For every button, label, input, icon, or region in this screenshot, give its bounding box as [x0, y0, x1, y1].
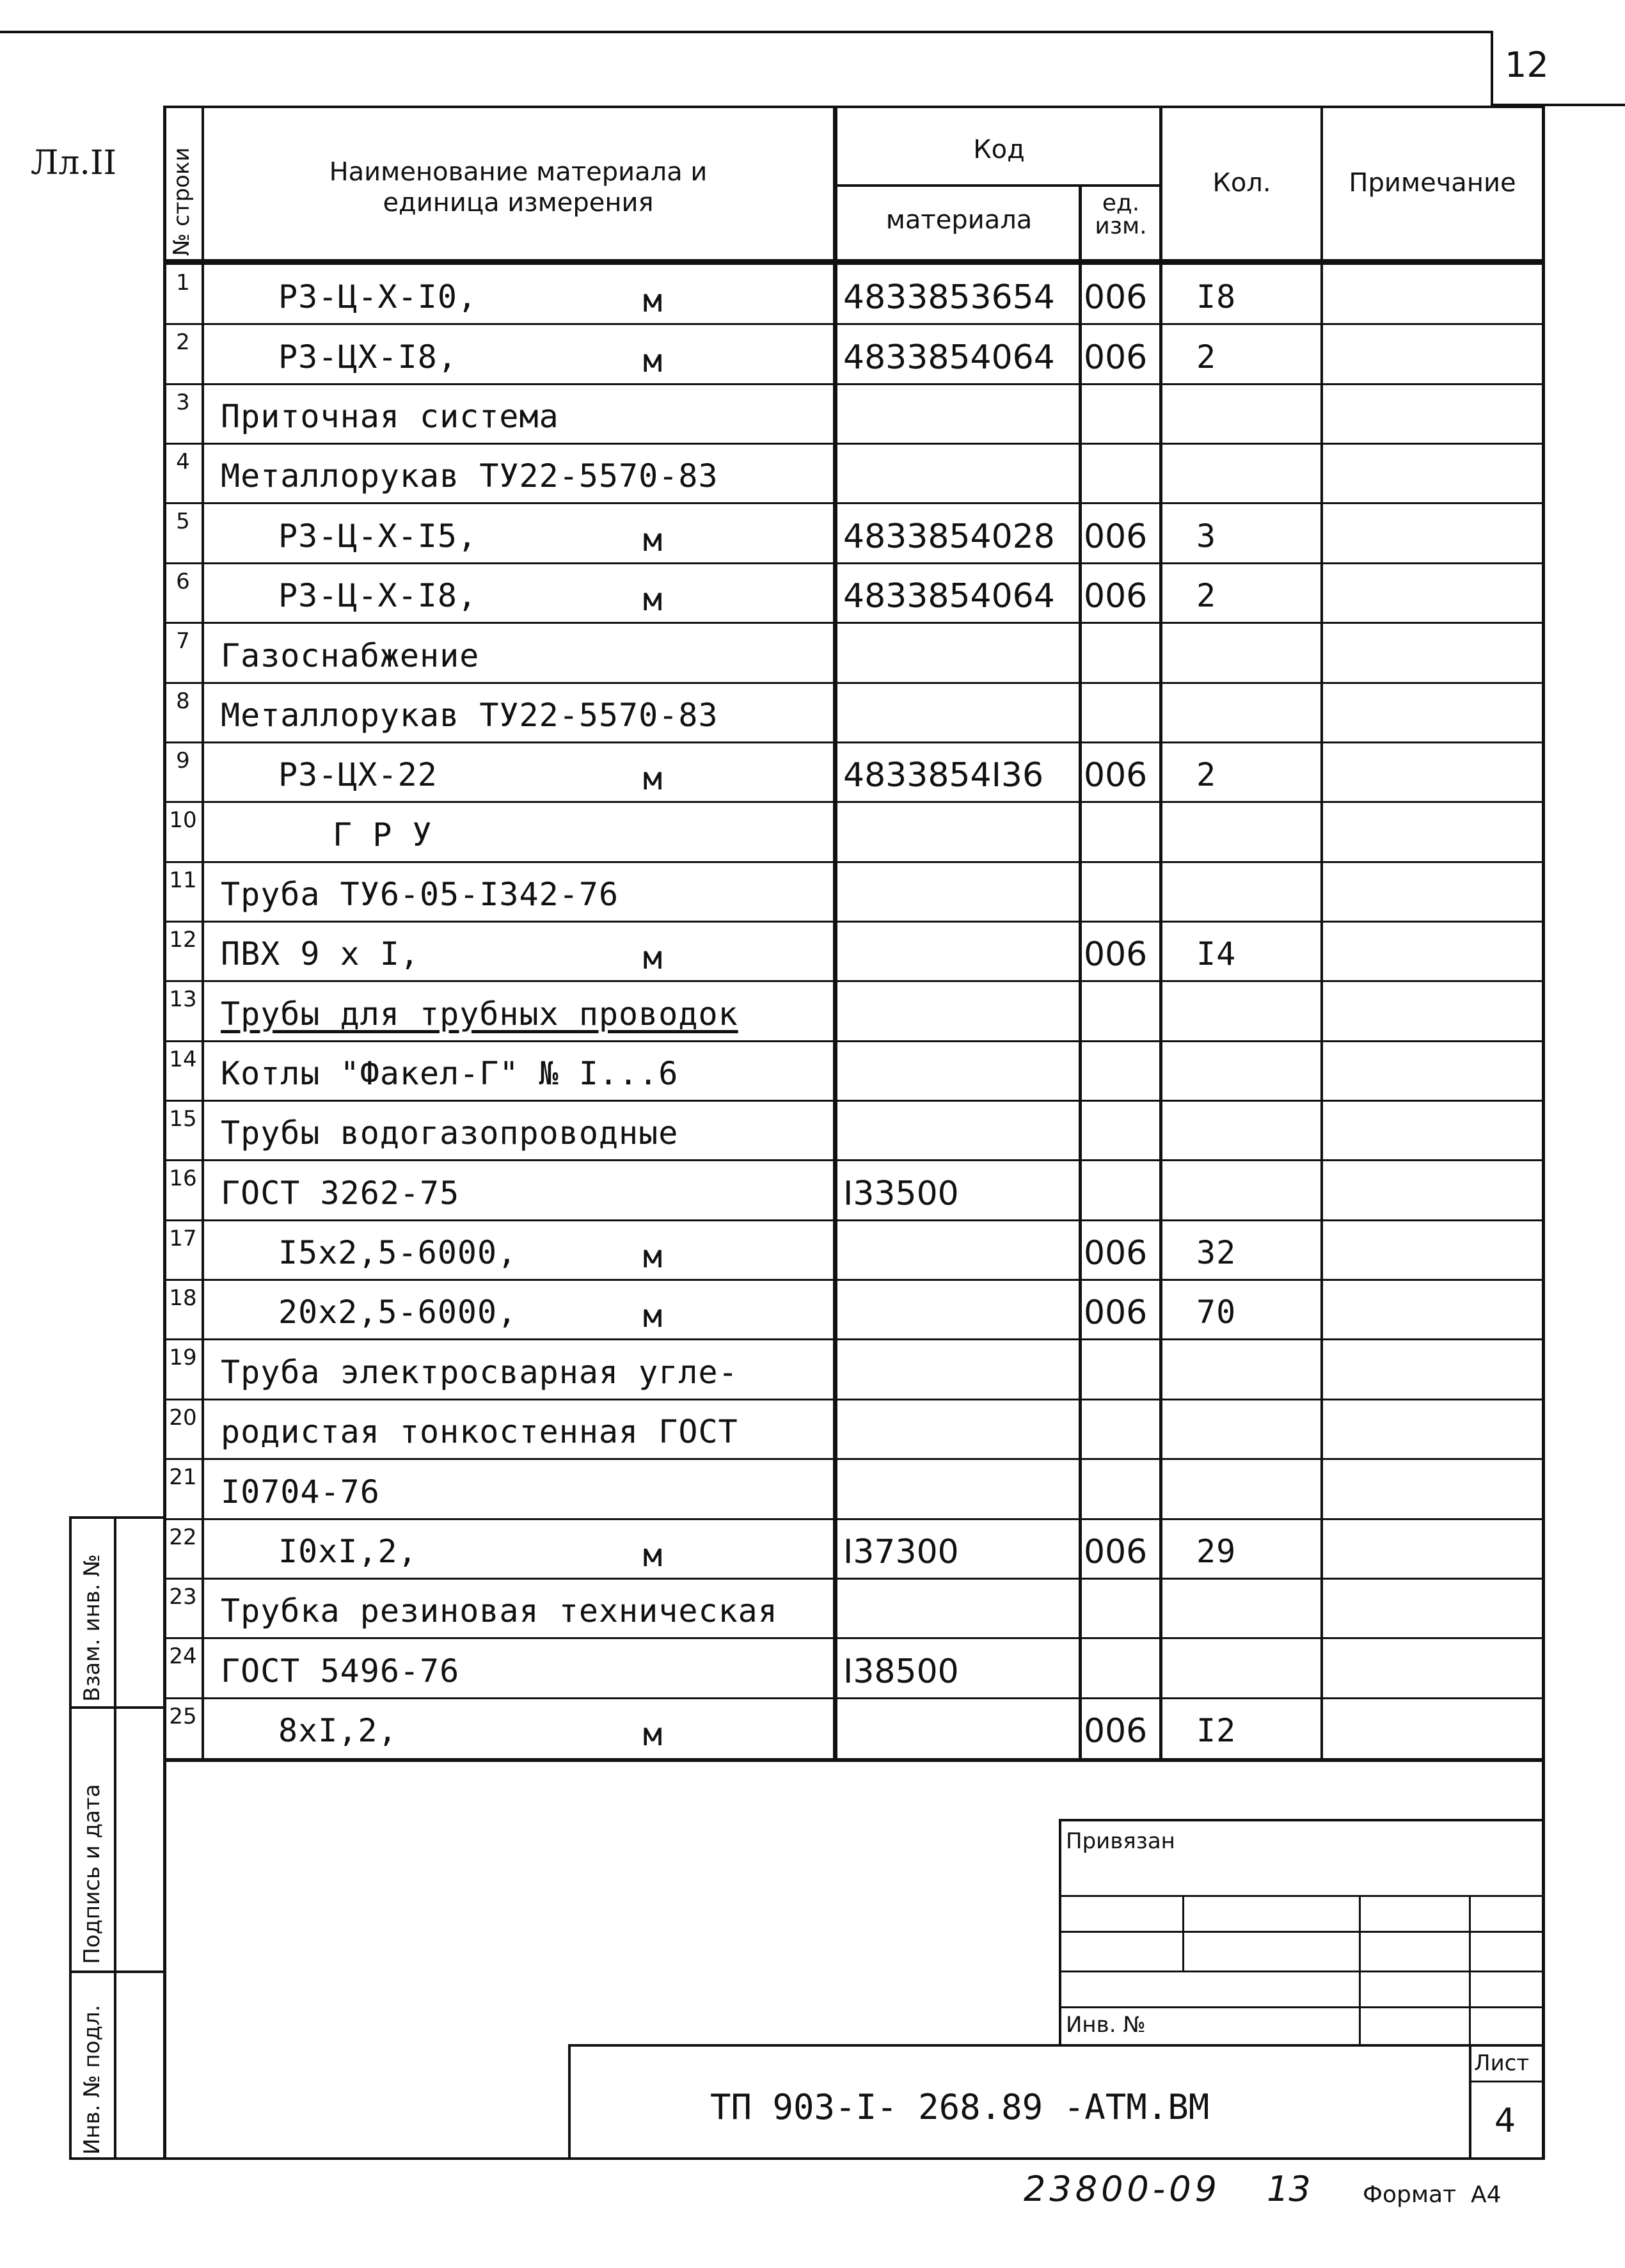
col-line-qty [1320, 106, 1323, 1759]
material-name: I5х2,5-6000, [278, 1234, 518, 1272]
row-number: 8 [176, 688, 190, 714]
list-label: Лист [1474, 2050, 1530, 2076]
unit-of-measure: м [643, 581, 663, 619]
row-divider [163, 1100, 1545, 1102]
row-divider [163, 443, 1545, 445]
table-bottom-rule [163, 1758, 1545, 1762]
side-stamp-div1 [69, 1706, 165, 1709]
quantity: 2 [1196, 577, 1217, 615]
material-name: I0704-76 [221, 1473, 380, 1511]
unit-of-measure: м [643, 1297, 663, 1335]
unit-code: 006 [1084, 517, 1148, 556]
unit-of-measure: м [643, 939, 663, 977]
unit-of-measure: м [643, 1716, 663, 1753]
row-divider [163, 1219, 1545, 1221]
row-divider [163, 682, 1545, 684]
row-number: 19 [169, 1345, 197, 1371]
unit-of-measure: м [643, 760, 663, 798]
material-code: 4833854028 [843, 517, 1055, 556]
row-number: 20 [169, 1404, 197, 1431]
material-code: 4833854I36 [843, 756, 1044, 795]
list-box-left [1469, 2044, 1471, 2159]
header-bottom-rule [163, 259, 1545, 265]
col-line-unit [1159, 106, 1162, 1759]
row-number: 16 [169, 1166, 197, 1192]
quantity: 32 [1196, 1234, 1237, 1272]
header-name: Наименование материала и единица измерения [329, 157, 708, 218]
row-divider [163, 741, 1545, 743]
doc-code-left [568, 2044, 571, 2159]
row-number: 2 [176, 329, 190, 356]
privyazan-col-1 [1182, 1895, 1184, 1971]
side-stamp-bottom [69, 2157, 165, 2160]
row-divider [163, 323, 1545, 325]
privyazan-top [1059, 1819, 1545, 1821]
col-line-code [1079, 184, 1082, 1759]
side-stamp-top [69, 1516, 165, 1519]
quantity: 29 [1196, 1532, 1237, 1570]
row-number: 24 [169, 1644, 197, 1670]
header-code-unit: ед. изм. [1095, 190, 1147, 239]
row-divider [163, 562, 1545, 564]
material-name: Труба ТУ6-05-I342-76 [221, 875, 619, 913]
top-rule [0, 31, 1491, 33]
list-box-divider [1469, 2081, 1545, 2082]
unit-code: 006 [1084, 577, 1148, 616]
inv-no-label: Инв. № [1066, 2012, 1146, 2038]
row-number: 7 [176, 628, 190, 654]
unit-code: 006 [1084, 1234, 1148, 1273]
header-note: Примечание [1349, 168, 1516, 198]
side-stamp-div2 [69, 1971, 165, 1973]
row-number: 12 [169, 926, 197, 953]
material-name: Трубы водогазопроводные [221, 1114, 679, 1152]
unit-code: 006 [1084, 1294, 1148, 1333]
privyazan-grid-4 [1059, 2006, 1545, 2008]
unit-code: 006 [1084, 278, 1148, 317]
row-divider [163, 1637, 1545, 1639]
row-divider [163, 1338, 1545, 1340]
row-number: 6 [176, 568, 190, 594]
unit-of-measure: м [643, 282, 663, 320]
quantity: I2 [1196, 1712, 1237, 1749]
unit-code: 006 [1084, 756, 1148, 795]
row-number: 25 [169, 1703, 197, 1729]
page-number-box-left [1491, 31, 1493, 104]
row-number: 15 [169, 1106, 197, 1132]
quantity: I8 [1196, 278, 1237, 316]
unit-of-measure: м [643, 342, 663, 379]
unit-of-measure: м [643, 521, 663, 559]
unit-of-measure: м [643, 1238, 663, 1276]
material-name: Газоснабжение [221, 637, 480, 674]
row-divider [163, 383, 1545, 385]
material-name: РЗ-Ц-Х-I5, [278, 517, 478, 555]
handwritten-number: 23800-09 [1024, 2169, 1221, 2209]
material-name: I0хI,2, [278, 1532, 418, 1570]
material-name: Металлорукав ТУ22-5570-83 [221, 696, 718, 734]
material-name: ПВХ 9 х I, [221, 935, 420, 973]
row-divider [163, 1040, 1545, 1042]
col-line-name [833, 106, 837, 1759]
material-name: 8хI,2, [278, 1712, 398, 1749]
document-code: ТП 903-I- 268.89 -АТМ.ВМ [710, 2087, 1210, 2127]
row-divider [163, 1399, 1545, 1400]
row-number: 13 [169, 987, 197, 1013]
row-number: 23 [169, 1583, 197, 1610]
material-name: Трубка резиновая техническая [221, 1592, 778, 1630]
material-code: I38500 [843, 1652, 959, 1691]
header-code-material: материала [885, 205, 1033, 235]
material-name: ГОСТ 5496-76 [221, 1652, 460, 1690]
header-row-number: № строки [169, 147, 194, 256]
row-divider [163, 861, 1545, 863]
privyazan-grid-2 [1059, 1931, 1545, 1933]
unit-code: 006 [1084, 1532, 1148, 1571]
privyazan-label: Привязан [1066, 1828, 1175, 1854]
row-divider [163, 622, 1545, 624]
side-label-inv-podl: Инв. № подл. [79, 2004, 105, 2155]
unit-code: 006 [1084, 935, 1148, 974]
header-code: Код [973, 135, 1025, 164]
material-code: I33500 [843, 1174, 959, 1213]
row-number: 9 [176, 747, 190, 773]
row-number: 21 [169, 1464, 197, 1491]
material-name: 20х2,5-6000, [278, 1294, 518, 1331]
row-number: 4 [176, 449, 190, 475]
material-code: 4833854064 [843, 338, 1055, 377]
material-code: 4833853654 [843, 278, 1055, 317]
row-number: 10 [169, 807, 197, 834]
table-top-border [163, 106, 1545, 108]
row-divider [163, 980, 1545, 982]
material-name: Приточная система [221, 398, 559, 436]
material-name: Г Р У [333, 816, 432, 853]
doc-code-top [568, 2044, 1545, 2047]
side-stamp-outer-left [69, 1516, 72, 2159]
list-number: 4 [1494, 2102, 1516, 2140]
material-name: Трубы для трубных проводок [221, 995, 738, 1033]
material-code: 4833854064 [843, 577, 1055, 616]
row-divider [163, 502, 1545, 504]
material-name: Металлорукав ТУ22-5570-83 [221, 457, 718, 495]
row-number: 18 [169, 1285, 197, 1312]
row-number: 17 [169, 1225, 197, 1251]
row-divider [163, 1518, 1545, 1520]
margin-label: Лл.II [31, 144, 117, 182]
row-divider [163, 1159, 1545, 1161]
row-number: 3 [176, 389, 190, 415]
material-name: РЗ-Ц-Х-I0, [278, 278, 478, 316]
quantity: 2 [1196, 338, 1217, 376]
quantity: 70 [1196, 1294, 1237, 1331]
header-qty: Кол. [1212, 168, 1271, 198]
material-name: РЗ-ЦХ-22 [278, 756, 438, 794]
row-number: 11 [169, 867, 197, 893]
material-name: Котлы "Факел-Г" № I...6 [221, 1055, 679, 1093]
bottom-frame [163, 2157, 1545, 2160]
unit-code: 006 [1084, 338, 1148, 377]
quantity: I4 [1196, 935, 1237, 973]
handwritten-page: 13 [1267, 2169, 1311, 2209]
row-divider [163, 1279, 1545, 1281]
row-divider [163, 1697, 1545, 1699]
row-divider [163, 801, 1545, 803]
table-right-border [1542, 106, 1545, 2159]
privyazan-col-2 [1359, 1895, 1361, 2046]
privyazan-grid-1 [1059, 1895, 1545, 1897]
side-label-vzam: Взам. инв. № [79, 1554, 105, 1702]
row-divider [163, 1458, 1545, 1460]
row-number: 14 [169, 1046, 197, 1072]
unit-code: 006 [1084, 1712, 1148, 1750]
side-label-podpis: Подпись и дата [79, 1784, 105, 1964]
code-subheader-rule [833, 184, 1161, 187]
privyazan-grid-3 [1059, 1971, 1545, 1972]
material-name: Труба электросварная угле- [221, 1353, 738, 1391]
row-divider [163, 921, 1545, 923]
material-name: РЗ-Ц-Х-I8, [278, 577, 478, 615]
row-number: 22 [169, 1524, 197, 1550]
quantity: 3 [1196, 517, 1217, 555]
quantity: 2 [1196, 756, 1217, 794]
format-label: Формат А4 [1363, 2182, 1502, 2208]
material-name: РЗ-ЦХ-I8, [278, 338, 457, 376]
row-number: 1 [176, 270, 190, 296]
page-number: 12 [1505, 45, 1549, 85]
row-number: 5 [176, 509, 190, 535]
material-code: I37300 [843, 1532, 959, 1571]
side-stamp-inner [114, 1516, 116, 2159]
row-divider [163, 1578, 1545, 1580]
unit-of-measure: м [643, 1536, 663, 1574]
material-name: родистая тонкостенная ГОСТ [221, 1413, 738, 1451]
material-name: ГОСТ 3262-75 [221, 1174, 460, 1212]
